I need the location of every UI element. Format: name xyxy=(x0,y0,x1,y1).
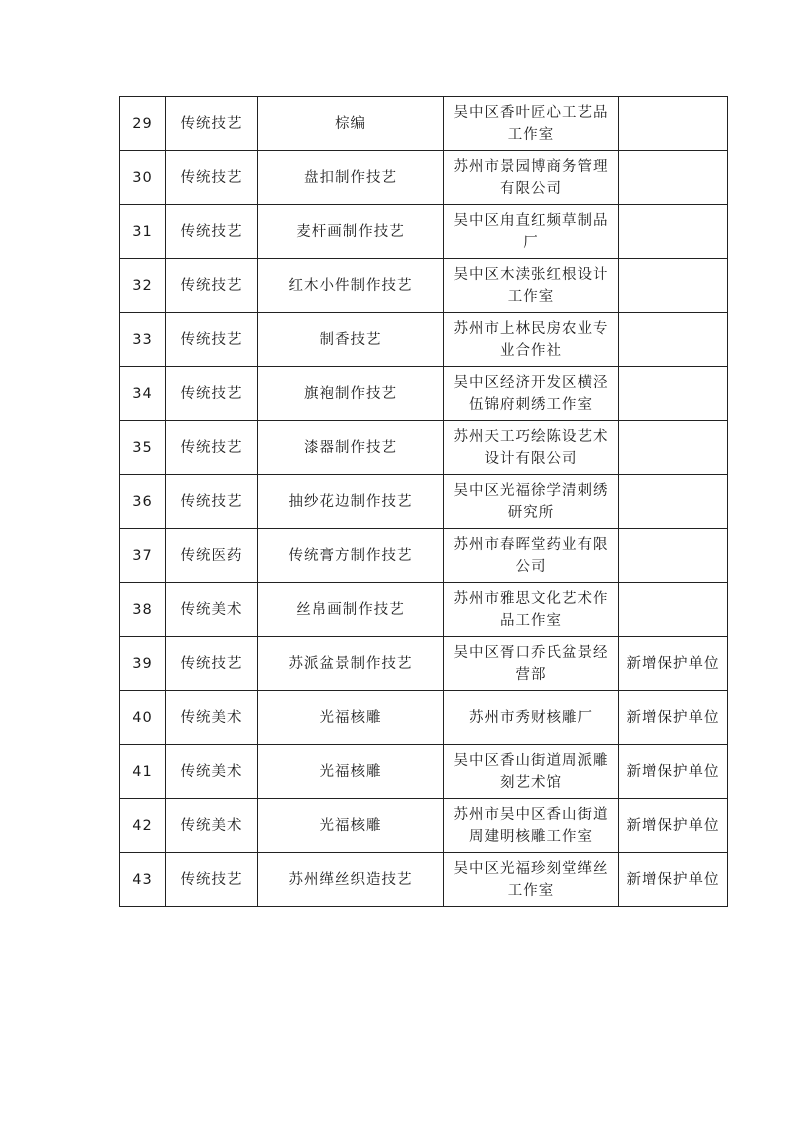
row-number: 41 xyxy=(120,745,166,799)
row-category: 传统技艺 xyxy=(166,205,258,259)
row-number: 36 xyxy=(120,475,166,529)
row-unit xyxy=(444,691,619,745)
row-note xyxy=(619,583,728,637)
row-number: 32 xyxy=(120,259,166,313)
row-number: 34 xyxy=(120,367,166,421)
row-note xyxy=(619,205,728,259)
row-number: 33 xyxy=(120,313,166,367)
row-unit xyxy=(444,205,619,259)
row-item: 麦杆画制作技艺 xyxy=(258,205,444,259)
row-category: 传统美术 xyxy=(166,691,258,745)
row-category: 传统美术 xyxy=(166,583,258,637)
row-item: 盘扣制作技艺 xyxy=(258,151,444,205)
row-note: 新增保护单位 xyxy=(619,691,728,745)
row-item: 旗袍制作技艺 xyxy=(258,367,444,421)
row-unit-text: 吴中区胥口乔氏盆景经营部 xyxy=(453,644,609,683)
row-number: 38 xyxy=(120,583,166,637)
row-category: 传统技艺 xyxy=(166,853,258,907)
table-row xyxy=(120,259,728,313)
row-note xyxy=(619,313,728,367)
row-note: 新增保护单位 xyxy=(619,853,728,907)
row-item: 红木小件制作技艺 xyxy=(258,259,444,313)
row-unit-text: 吴中区香叶匠心工艺品工作室 xyxy=(453,104,609,143)
row-unit xyxy=(444,475,619,529)
row-unit xyxy=(444,313,619,367)
table-row xyxy=(120,853,728,907)
row-note xyxy=(619,529,728,583)
row-item: 抽纱花边制作技艺 xyxy=(258,475,444,529)
row-note: 新增保护单位 xyxy=(619,745,728,799)
row-note xyxy=(619,367,728,421)
row-unit xyxy=(444,583,619,637)
row-item: 传统膏方制作技艺 xyxy=(258,529,444,583)
row-unit-text: 吴中区经济开发区横泾伍锦府刺绣工作室 xyxy=(453,374,609,413)
table-row xyxy=(120,421,728,475)
row-unit xyxy=(444,367,619,421)
table-row xyxy=(120,97,728,151)
table-row xyxy=(120,205,728,259)
row-item: 制香技艺 xyxy=(258,313,444,367)
row-number: 40 xyxy=(120,691,166,745)
row-number: 29 xyxy=(120,97,166,151)
row-unit-text: 苏州市吴中区香山街道周建明核雕工作室 xyxy=(453,806,609,845)
row-unit xyxy=(444,529,619,583)
row-category: 传统技艺 xyxy=(166,637,258,691)
table-row xyxy=(120,367,728,421)
table-row xyxy=(120,799,728,853)
row-category: 传统美术 xyxy=(166,745,258,799)
row-number: 30 xyxy=(120,151,166,205)
row-item: 光福核雕 xyxy=(258,799,444,853)
row-unit-text: 吴中区木渎张红根设计工作室 xyxy=(453,266,609,305)
row-unit-text: 苏州市上林民房农业专业合作社 xyxy=(453,320,609,359)
row-category: 传统技艺 xyxy=(166,97,258,151)
row-item: 棕编 xyxy=(258,97,444,151)
row-item: 光福核雕 xyxy=(258,691,444,745)
row-unit-text: 苏州市景园博商务管理有限公司 xyxy=(453,158,609,197)
row-category: 传统美术 xyxy=(166,799,258,853)
table-row xyxy=(120,151,728,205)
row-unit xyxy=(444,421,619,475)
row-item: 丝帛画制作技艺 xyxy=(258,583,444,637)
row-category: 传统技艺 xyxy=(166,475,258,529)
row-number: 35 xyxy=(120,421,166,475)
row-unit xyxy=(444,799,619,853)
row-unit xyxy=(444,745,619,799)
row-number: 31 xyxy=(120,205,166,259)
row-unit-text: 苏州天工巧绘陈设艺术设计有限公司 xyxy=(453,428,609,467)
row-unit-text: 苏州市秀财核雕厂 xyxy=(469,709,593,726)
row-note: 新增保护单位 xyxy=(619,799,728,853)
table-row xyxy=(120,583,728,637)
row-note: 新增保护单位 xyxy=(619,637,728,691)
row-unit xyxy=(444,637,619,691)
row-item: 苏派盆景制作技艺 xyxy=(258,637,444,691)
row-category: 传统技艺 xyxy=(166,259,258,313)
row-unit-text: 吴中区光福徐学清刺绣研究所 xyxy=(453,482,609,521)
row-item: 漆器制作技艺 xyxy=(258,421,444,475)
row-category: 传统医药 xyxy=(166,529,258,583)
row-item: 光福核雕 xyxy=(258,745,444,799)
row-number: 43 xyxy=(120,853,166,907)
row-category: 传统技艺 xyxy=(166,151,258,205)
row-category: 传统技艺 xyxy=(166,367,258,421)
row-unit xyxy=(444,151,619,205)
row-note xyxy=(619,475,728,529)
row-note xyxy=(619,421,728,475)
table-body xyxy=(120,97,728,907)
table-row xyxy=(120,637,728,691)
row-category: 传统技艺 xyxy=(166,313,258,367)
row-note xyxy=(619,259,728,313)
row-note xyxy=(619,97,728,151)
row-item: 苏州缂丝织造技艺 xyxy=(258,853,444,907)
row-number: 42 xyxy=(120,799,166,853)
table-row xyxy=(120,529,728,583)
row-unit-text: 吴中区光福珍刻堂缂丝工作室 xyxy=(453,860,609,899)
row-unit-text: 苏州市春晖堂药业有限公司 xyxy=(453,536,609,575)
row-unit xyxy=(444,97,619,151)
row-unit-text: 吴中区香山街道周派雕刻艺术馆 xyxy=(453,752,609,791)
table-row xyxy=(120,475,728,529)
table-row xyxy=(120,313,728,367)
row-number: 37 xyxy=(120,529,166,583)
row-unit-text: 苏州市雅思文化艺术作品工作室 xyxy=(453,590,609,629)
row-number: 39 xyxy=(120,637,166,691)
table-row xyxy=(120,691,728,745)
row-unit-text: 吴中区甪直红频草制品厂 xyxy=(453,212,609,251)
row-category: 传统技艺 xyxy=(166,421,258,475)
row-unit xyxy=(444,853,619,907)
row-unit xyxy=(444,259,619,313)
heritage-table xyxy=(119,96,728,907)
row-note xyxy=(619,151,728,205)
table-row xyxy=(120,745,728,799)
